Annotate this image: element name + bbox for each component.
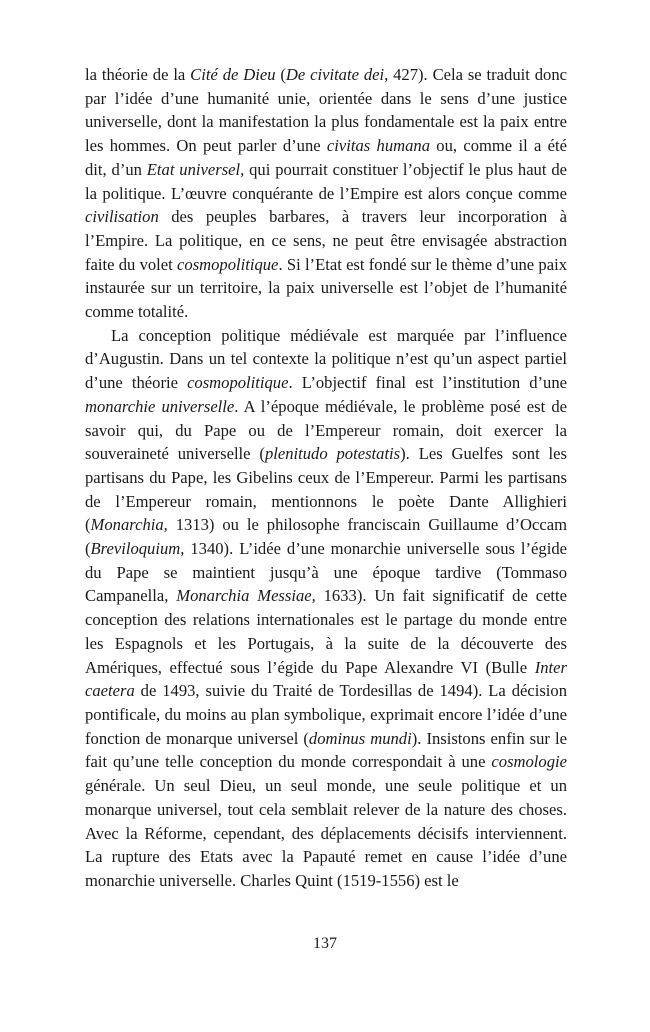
italic-phrase: dominus mundi [308,728,412,748]
paragraph-1 [85,63,567,324]
italic-phrase: monarchie universelle [85,396,235,416]
italic-phrase: Breviloquium, [90,539,185,559]
italic-phrase: plenitudo potestatis [264,444,401,464]
text-run: 1313) ou le philosophe franciscain Guillaume d’Occam ( [85,515,567,559]
text-run: qui pourrait constituer l’objectif le plus haut de la politique. L’œuvre conquérante de l’Empire est alors conçue comme [85,159,567,203]
paragraph-2 [85,324,567,893]
text-run: ( [275,65,286,84]
italic-phrase: civitas humana [326,136,430,156]
text-run: des peuples barbares, à travers leur incorporation à l’Empire. La politique, en ce sens, ne peut être envisagée abstraction faite du volet [85,207,567,274]
body-text [85,63,567,893]
italic-phrase: Cité de Dieu [190,65,276,84]
italic-phrase: civilisation [85,207,159,227]
italic-phrase: cosmologie [491,752,567,772]
text-run: ). Insistons enfin sur le fait qu’une telle conception du monde correspondait à une [85,728,568,772]
page-number: 137 [313,935,337,952]
italic-phrase: Etat universel, [146,159,245,179]
text-run: générale. Un seul Dieu, un seul monde, une seule politique et un monarque universel, tout cela semblait relever de la nature des choses. Avec la Réforme, cependant, des déplacements décisifs interviennent. La rupture des Etats avec la Papauté remet en cause l’idée d’une monarchie universelle. Charles Quint (1519-1556) est le [85,776,567,890]
text-run: 1633). Un fait significatif de cette conception des relations internationales est le partage du monde entre les Espagnols et les Portugais, à la suite de la découverte des Amériques, effectué sous l’égide du Pape Alexandre VI (Bulle [85,586,568,677]
text-run: la théorie de la [85,65,191,84]
text-run: La conception politique médiévale est marquée par l’influence d’Augustin. Dans un tel contexte la politique n’est qu’un aspect partiel d’une théorie [85,325,567,393]
text-run: . Si l’Etat est fondé sur le thème d’une paix instaurée sur un territoire, la paix universelle est l’objet de l’humanité comme totalité. [85,254,567,322]
text-run: , 427). Cela se traduit donc par l’idée d’une humanité unie, orientée dans le sens d’une justice universelle, dont la manifestation la plus fondamentale est la paix entre les hommes. On peut parler d’une [85,65,567,156]
italic-phrase: Monarchia, [90,515,168,535]
italic-phrase: Inter caetera [85,657,567,701]
text-run: de 1493, suivie du Traité de Tordesillas de 1494). La décision pontificale, du moins au plan symbolique, exprimait encore l’idée d’une fonction de monarque universel ( [85,681,567,748]
italic-phrase: cosmopolitique [177,254,279,274]
text-run: . A l’époque médiévale, le problème posé est de savoir qui, du Pape ou de l’Empereur romain, doit exercer la souveraineté universelle ( [85,396,567,464]
italic-phrase: De civitate dei [285,65,385,84]
italic-phrase: cosmopolitique [187,373,289,393]
text-run: 1340). L’idée d’une monarchie universelle sous l’égide du Pape se maintient jusqu’à une époque tardive (Tommaso Campanella, [85,539,567,606]
italic-phrase: Monarchia Messiae, [176,586,316,606]
text-run: ou, comme il a été dit, d’un [85,136,567,179]
text-run: ). Les Guelfes sont les partisans du Pape, les Gibelins ceux de l’Empereur. Parmi les partisans de l’Empereur romain, mentionnons le poète Dante Allighieri ( [85,444,567,535]
text-run: . L’objectif final est l’institution d’une [288,373,567,393]
